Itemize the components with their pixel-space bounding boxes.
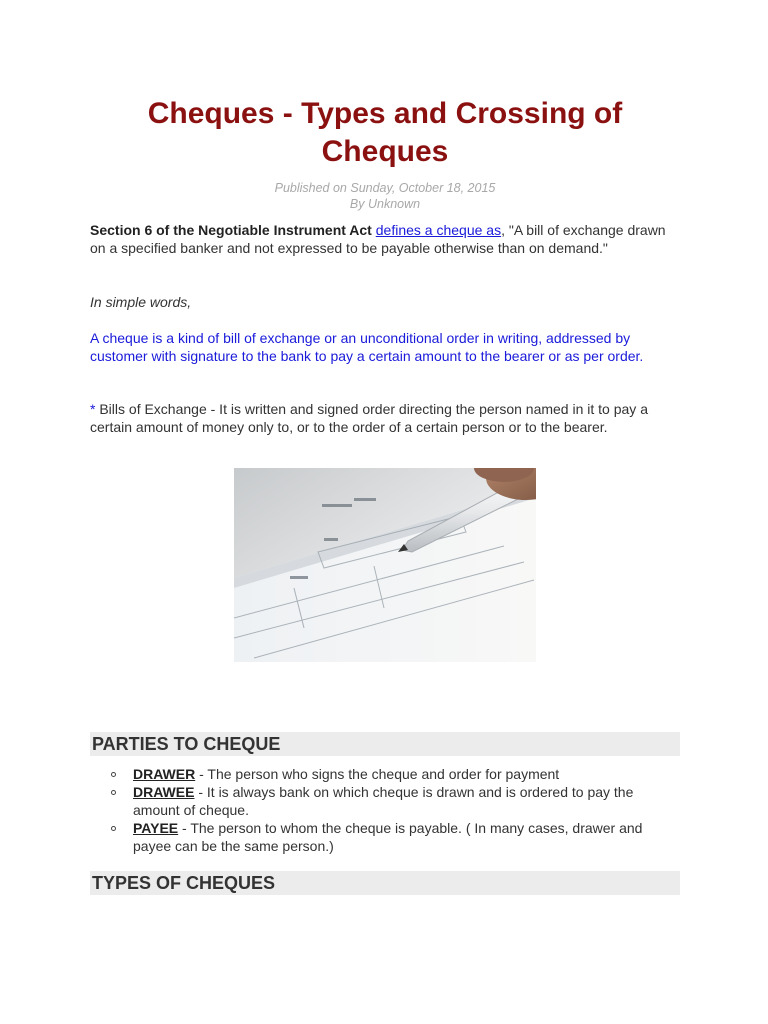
parties-section-heading: PARTIES TO CHEQUE [90,732,680,756]
bills-of-exchange-text: Bills of Exchange - It is written and signed order directing the person named in it to pay a certain amount of money only to, or to the order of a certain person or to the bearer. [90,401,648,435]
term-description: - It is always bank on which cheque is drawn and is ordered to pay the amount of cheque. [133,784,634,818]
bullet-icon [111,826,116,831]
list-item [90,819,680,855]
act-reference: Section 6 of the Negotiable Instrument Act [90,222,372,238]
intro-quote: , "A bill of exchange drawn on a specified banker and not expressed to be payable otherwise than on demand." [90,222,666,256]
cheque-photo-illustration [234,468,536,662]
cheque-image [234,468,536,662]
bullet-icon [111,790,116,795]
asterisk-marker: * [90,401,96,417]
term-description: - The person who signs the cheque and order for payment [195,766,560,782]
cheque-definition-link[interactable]: defines a cheque as [375,222,502,238]
list-item [90,765,680,783]
simple-words-text: In simple words, [90,294,192,310]
article-meta [90,180,680,212]
bills-of-exchange-paragraph [90,400,680,436]
published-date: Published on Sunday, October 18, 2015 [274,181,496,195]
parties-list [90,765,680,855]
author: By Unknown [349,197,421,211]
types-section-heading: TYPES OF CHEQUES [90,871,680,895]
term-payee: PAYEE [133,820,179,836]
term-drawer: DRAWER [133,766,196,782]
list-item [90,783,680,819]
term-drawee: DRAWEE [133,784,195,800]
intro-paragraph [90,221,680,257]
cheque-definition-text: A cheque is a kind of bill of exchange or an unconditional order in writing, addressed by customer with signature to the bank to pay a certain amount to the bearer or as per order. [90,330,644,364]
bullet-icon [111,772,116,777]
term-description: - The person to whom the cheque is payable. ( In many cases, drawer and payee can be the same person.) [133,820,643,854]
page-title: Cheques - Types and Crossing of Cheques [147,97,623,168]
